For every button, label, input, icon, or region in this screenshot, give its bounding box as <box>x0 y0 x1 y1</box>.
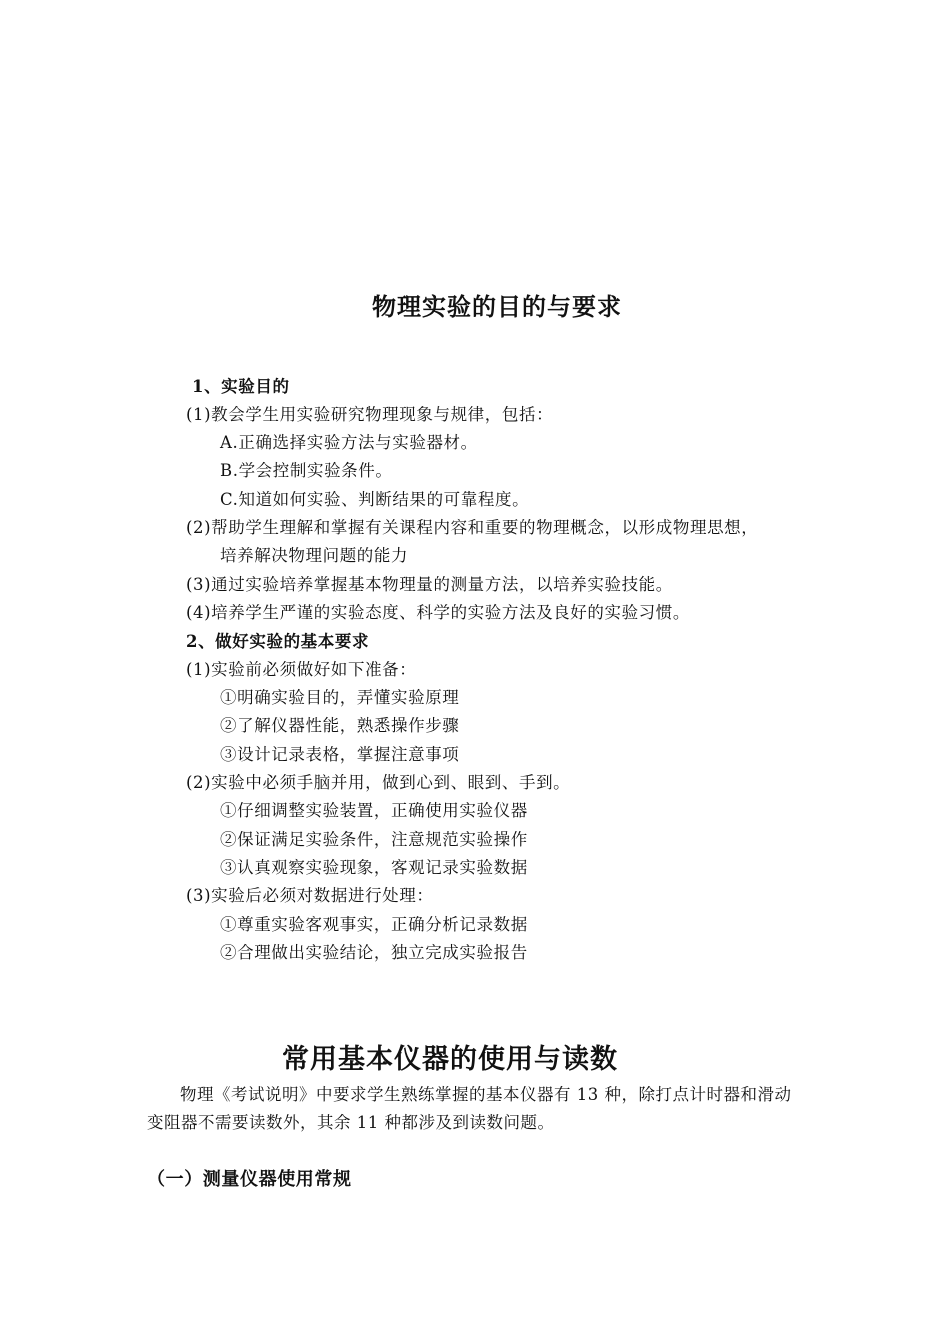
section-1-item-1: (1)教会学生用实验研究物理现象与规律，包括： <box>186 405 554 424</box>
intro-line-2: 变阻器不需要读数外，其余 11 种都涉及到读数问题。 <box>147 1113 555 1132</box>
section-2-item-1-b: ②了解仪器性能，熟悉操作步骤 <box>220 716 460 735</box>
section-1-item-4: (4)培养学生严谨的实验态度、科学的实验方法及良好的实验习惯。 <box>186 603 690 622</box>
section-2-item-2-b: ②保证满足实验条件，注意规范实验操作 <box>220 830 528 849</box>
section-1-item-1-c: C.知道如何实验、判断结果的可靠程度。 <box>220 490 530 509</box>
section-title: 常用基本仪器的使用与读数 <box>282 1044 618 1075</box>
section-1-item-2-line-2: 培养解决物理问题的能力 <box>220 546 409 565</box>
section-2-heading: 2、做好实验的基本要求 <box>186 632 370 651</box>
section-3-heading: （一）测量仪器使用常规 <box>147 1169 352 1190</box>
section-1-item-2-line-1: (2)帮助学生理解和掌握有关课程内容和重要的物理概念，以形成物理思想， <box>186 518 759 537</box>
section-1-heading: 1、实验目的 <box>192 377 290 396</box>
intro-paragraph <box>147 1081 847 1137</box>
section-1-item-1-b: B.学会控制实验条件。 <box>220 461 393 480</box>
section-2-item-3-b: ②合理做出实验结论，独立完成实验报告 <box>220 943 528 962</box>
section-1-item-1-a: A.正确选择实验方法与实验器材。 <box>220 433 478 452</box>
section-2-item-2-c: ③认真观察实验现象，客观记录实验数据 <box>220 858 528 877</box>
section-1-item-3: (3)通过实验培养掌握基本物理量的测量方法，以培养实验技能。 <box>186 575 673 594</box>
page-title: 物理实验的目的与要求 <box>372 292 622 321</box>
section-2-item-1-c: ③设计记录表格，掌握注意事项 <box>220 745 460 764</box>
intro-line-1: 物理《考试说明》中要求学生熟练掌握的基本仪器有 13 种，除打点计时器和滑动 <box>180 1085 792 1104</box>
section-2-item-1: (1)实验前必须做好如下准备： <box>186 660 417 679</box>
section-2-item-3: (3)实验后必须对数据进行处理： <box>186 886 434 905</box>
section-2-item-2-a: ①仔细调整实验装置，正确使用实验仪器 <box>220 801 528 820</box>
section-2-item-3-a: ①尊重实验客观事实，正确分析记录数据 <box>220 915 528 934</box>
section-2-item-2: (2)实验中必须手脑并用，做到心到、眼到、手到。 <box>186 773 571 792</box>
section-2-item-1-a: ①明确实验目的，弄懂实验原理 <box>220 688 460 707</box>
